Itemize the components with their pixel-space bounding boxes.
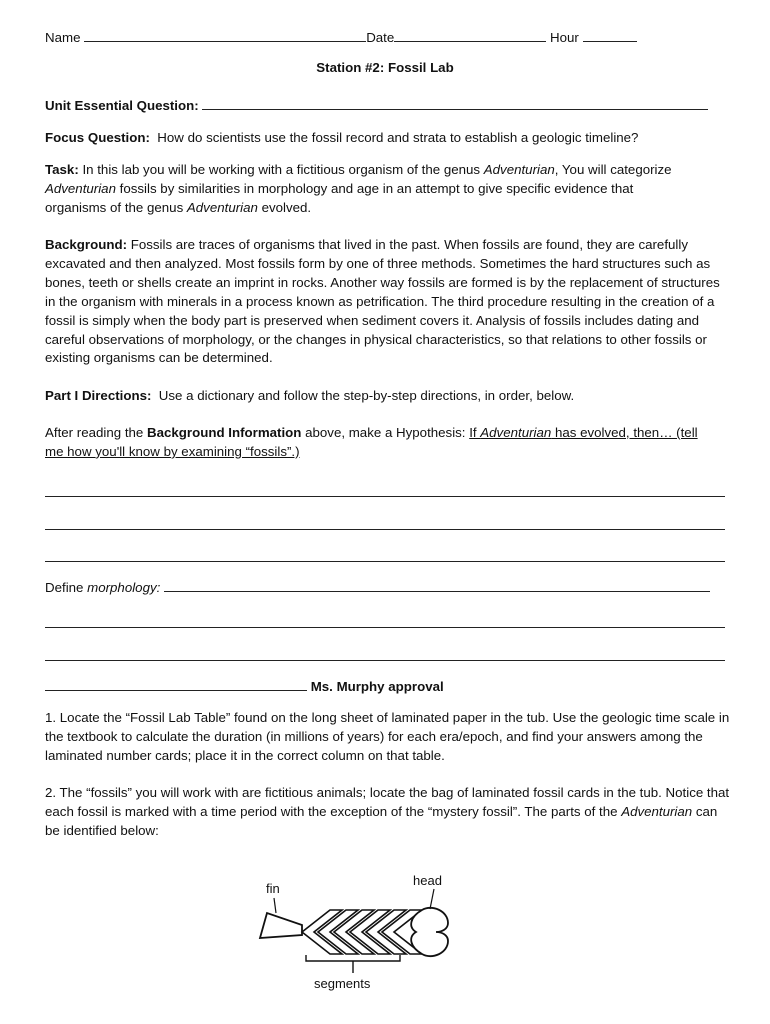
segments-label: segments bbox=[314, 976, 371, 991]
fin-label: fin bbox=[266, 881, 280, 896]
background-text: Fossils are traces of organisms that lived in the past. When fossils are found, they are carefully excavated and then analyzed. Most fossils form by one of three methods. Sometimes the hard structures such as bones, teeth or shells create an imprint in rocks. Another way fossils are formed is by the replacement of structures in the organism with minerals in a process known as petrification. The third procedure resulting in the creation of a fossil is simply when the body part is preserved when sediment covers it. Analysis of fossils includes dating and careful observations of morphology, or the changes in physical characteristics, so that relations to other fossils or existing organisms can be determined. bbox=[45, 237, 720, 366]
hypothesis-answer-line[interactable] bbox=[45, 496, 725, 497]
define-label: Define bbox=[45, 580, 88, 595]
fin-pointer bbox=[274, 898, 276, 913]
define-term: morphology: bbox=[87, 580, 161, 595]
part1-directions bbox=[45, 386, 574, 405]
hour-label: Hour bbox=[549, 30, 579, 45]
morphology-field[interactable] bbox=[164, 579, 710, 592]
genus-name: Adventurian bbox=[621, 803, 693, 819]
fin-shape bbox=[260, 913, 302, 938]
focus-question-label: Focus Question: bbox=[45, 130, 150, 145]
unit-question-label: Unit Essential Question: bbox=[45, 98, 199, 113]
head-shape bbox=[411, 908, 448, 956]
step-2-text: can be identified below: bbox=[45, 803, 718, 838]
part1-label: Part I Directions: bbox=[45, 388, 152, 403]
approval-signature-field[interactable] bbox=[45, 678, 307, 691]
hypothesis-answer-line[interactable] bbox=[45, 561, 725, 562]
task-text: , You will categorize bbox=[554, 162, 672, 177]
segments-shape bbox=[302, 910, 422, 954]
date-label: Date bbox=[366, 30, 395, 45]
header-line bbox=[45, 28, 637, 47]
name-field[interactable] bbox=[84, 29, 366, 42]
approval-line bbox=[45, 677, 444, 696]
hypothesis-underlined: me how you'll know by examining “fossils”.) bbox=[45, 443, 300, 459]
name-label: Name bbox=[45, 30, 81, 45]
page-title: Station #2: Fossil Lab bbox=[316, 60, 454, 75]
focus-question-text: How do scientists use the fossil record and strata to establish a geologic timeline? bbox=[157, 130, 639, 145]
hour-field[interactable] bbox=[583, 29, 637, 42]
approval-label: Ms. Murphy approval bbox=[310, 679, 444, 694]
morphology-answer-line[interactable] bbox=[45, 660, 725, 661]
hypothesis-text: above, make a Hypothesis: bbox=[301, 425, 470, 440]
segments-bracket bbox=[306, 955, 400, 961]
task-text: organisms of the genus bbox=[45, 199, 187, 215]
step-2 bbox=[45, 784, 730, 841]
genus-name: Adventurian bbox=[186, 199, 258, 215]
head-label: head bbox=[413, 873, 442, 888]
step-1: 1. Locate the “Fossil Lab Table” found on the long sheet of laminated paper in the tub. Use the geologic time scale in the textbook to calculate the duration (in millions of years) for each era/epoch, and find your answers among the laminated number cards; place it in the correct column on that table. bbox=[45, 710, 730, 763]
genus-name: Adventurian bbox=[45, 180, 116, 196]
date-field[interactable] bbox=[394, 29, 546, 42]
background-label: Background: bbox=[45, 237, 128, 252]
genus-name: Adventurian bbox=[480, 425, 552, 440]
genus-name: Adventurian bbox=[483, 162, 555, 177]
unit-question-field[interactable] bbox=[202, 97, 708, 110]
focus-question bbox=[45, 128, 638, 147]
task-text: evolved. bbox=[257, 199, 312, 215]
hypothesis-text: After reading the bbox=[45, 425, 148, 440]
head-pointer bbox=[430, 889, 434, 909]
hypothesis-prompt bbox=[45, 424, 730, 462]
background-paragraph bbox=[45, 236, 730, 368]
hypothesis-underlined: has evolved, then… (tell bbox=[551, 425, 698, 440]
step-2-text: 2. The “fossils” you will work with are fictitious animals; locate the bag of laminated fossil cards in the tub. Notice that each fossil is marked with a time period with the exception of the “mystery fossil”. The parts of the bbox=[45, 785, 730, 819]
part1-text: Use a dictionary and follow the step-by-step directions, in order, below. bbox=[158, 388, 575, 403]
hypothesis-underlined: If bbox=[469, 425, 481, 440]
define-morphology bbox=[45, 578, 710, 597]
hypothesis-bold: Background Information bbox=[147, 425, 302, 440]
morphology-answer-line[interactable] bbox=[45, 627, 725, 628]
task-label: Task: bbox=[45, 162, 79, 177]
task-text: fossils by similarities in morphology and age in an attempt to give specific evidence that bbox=[115, 180, 634, 196]
task-paragraph bbox=[45, 161, 730, 218]
hypothesis-answer-line[interactable] bbox=[45, 529, 725, 530]
adventurian-diagram bbox=[250, 865, 460, 995]
unit-question bbox=[45, 96, 708, 115]
task-text: In this lab you will be working with a fictitious organism of the genus bbox=[82, 162, 484, 177]
